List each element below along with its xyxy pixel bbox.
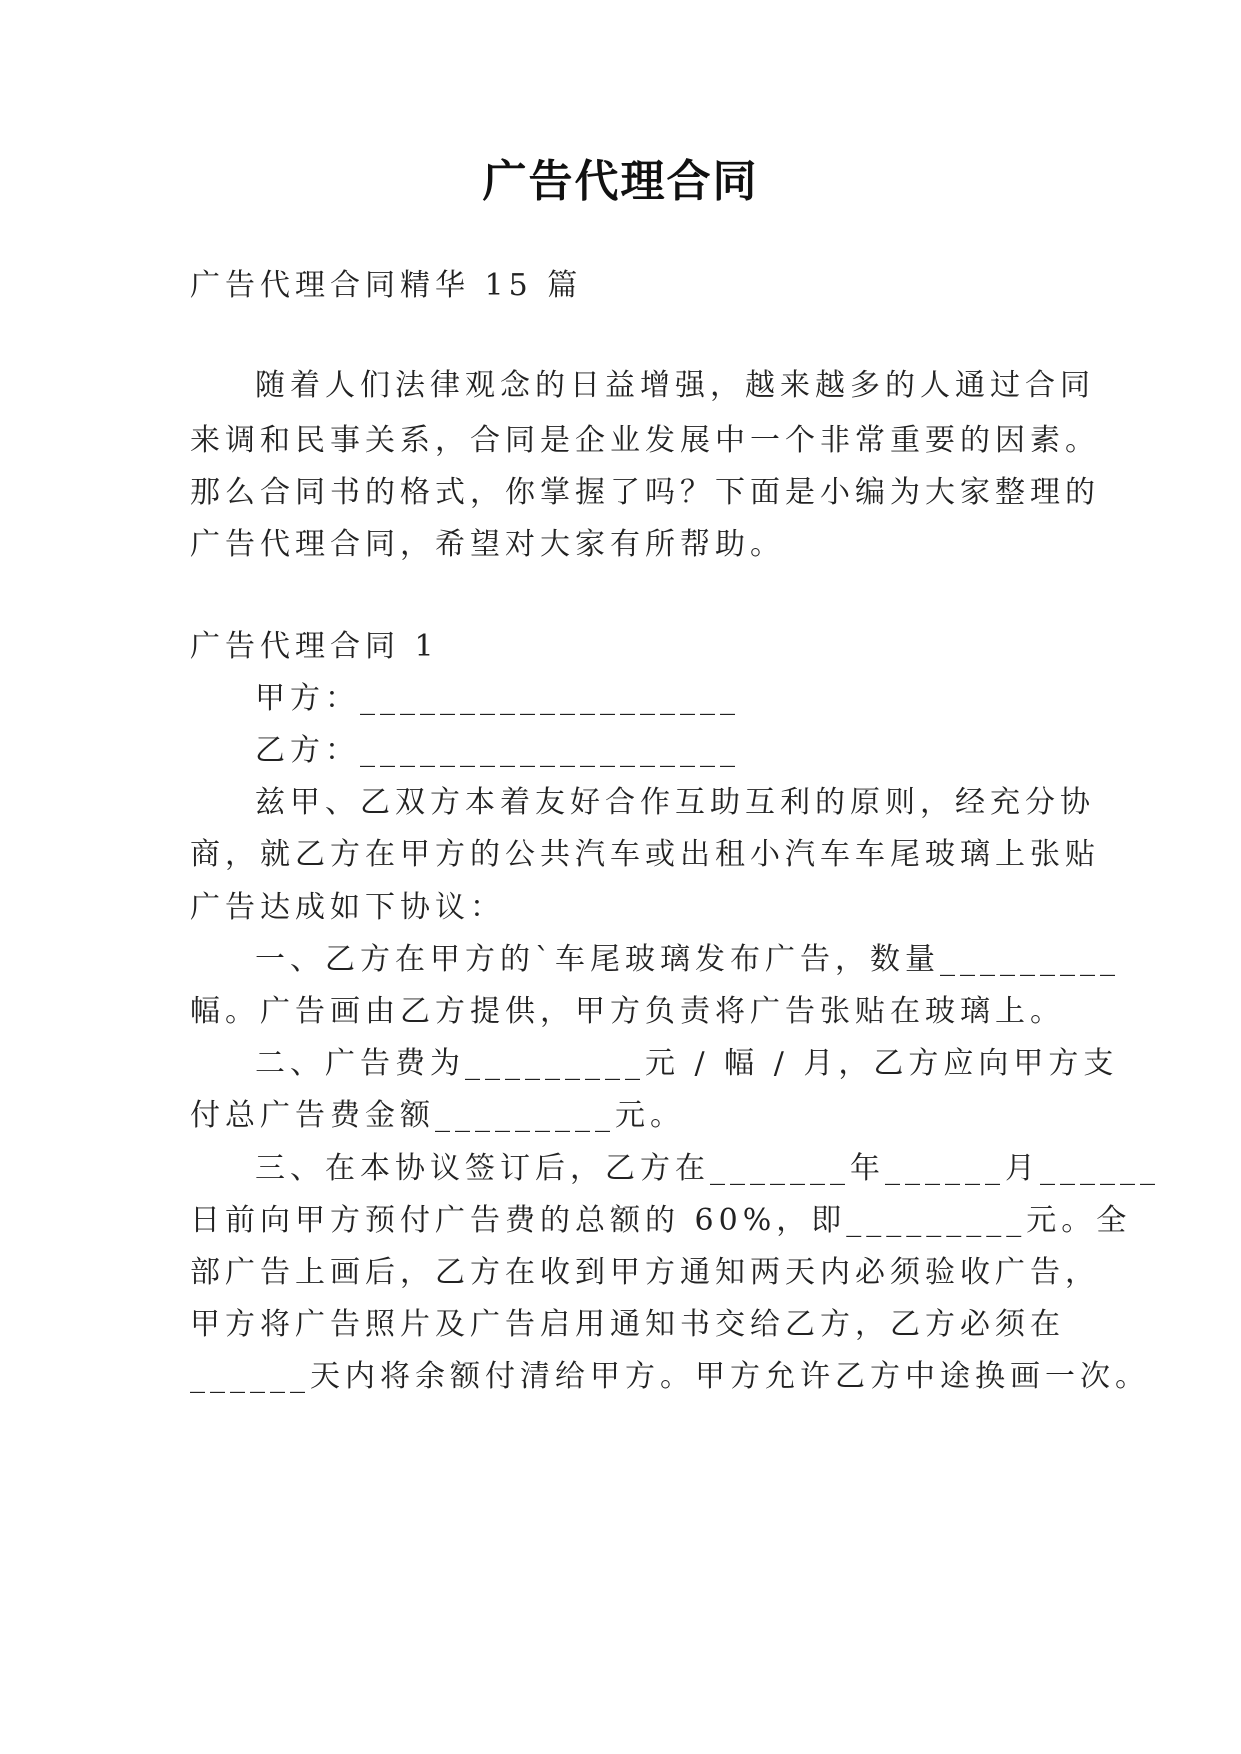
document-subtitle: 广告代理合同精华 15 篇 [190, 268, 583, 303]
section-heading: 广告代理合同 1 [190, 629, 439, 664]
clause-2-line: 付总广告费金额_________元。 [190, 1098, 685, 1133]
document-title: 广告代理合同 [482, 156, 759, 207]
clause-3-line: 日前向甲方预付广告费的总额的 60%，即_________元。全 [190, 1203, 1132, 1238]
party-a-line: 甲方：___________________ [255, 681, 740, 716]
clause-1-line: 幅。广告画由乙方提供，甲方负责将广告张贴在玻璃上。 [190, 994, 1065, 1029]
clause-3-line: 甲方将广告照片及广告启用通知书交给乙方，乙方必须在 [190, 1307, 1065, 1342]
preamble-line: 商，就乙方在甲方的公共汽车或出租小汽车车尾玻璃上张贴 [190, 837, 1100, 872]
intro-line: 广告代理合同，希望对大家有所帮助。 [190, 527, 785, 562]
clause-3-line: 部广告上画后，乙方在收到甲方通知两天内必须验收广告， [190, 1255, 1100, 1290]
preamble-line: 兹甲、乙双方本着友好合作互助互利的原则，经充分协 [255, 785, 1095, 820]
intro-line: 那么合同书的格式，你掌握了吗？下面是小编为大家整理的 [190, 475, 1100, 510]
clause-3-line: 三、在本协议签订后，乙方在_______年______月______ [255, 1151, 1160, 1186]
intro-line: 随着人们法律观念的日益增强，越来越多的人通过合同 [255, 368, 1095, 403]
clause-2-line: 二、广告费为_________元 / 幅 / 月，乙方应向甲方支 [255, 1046, 1119, 1081]
preamble-line: 广告达成如下协议： [190, 890, 505, 925]
clause-3-line: ______天内将余额付清给甲方。甲方允许乙方中途换画一次。 [190, 1359, 1150, 1394]
clause-1-line: 一、乙方在甲方的`车尾玻璃发布广告，数量_________ [255, 942, 1120, 977]
intro-line: 来调和民事关系，合同是企业发展中一个非常重要的因素。 [190, 423, 1100, 458]
party-b-line: 乙方：___________________ [255, 733, 740, 768]
